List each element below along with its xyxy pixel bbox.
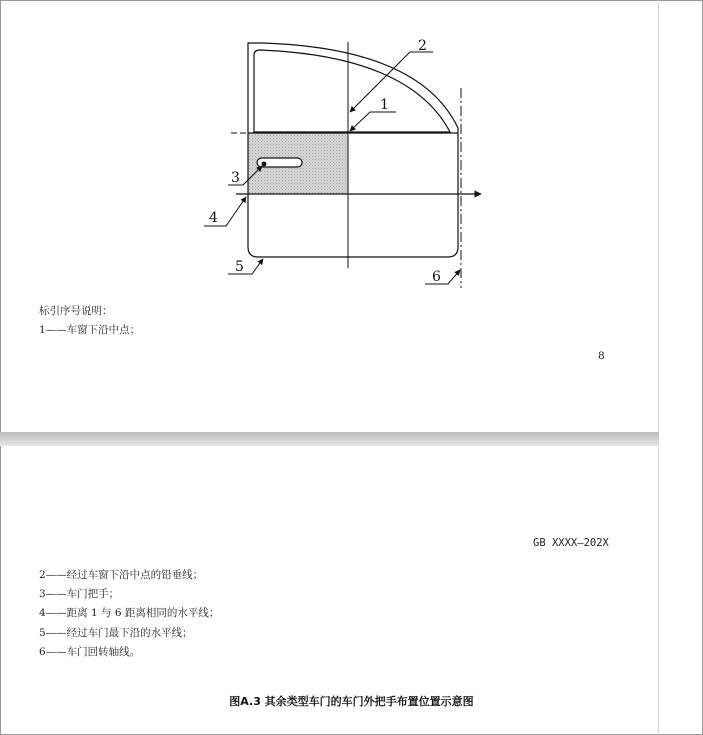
legend-heading: 标引序号说明： <box>39 305 113 317</box>
callout-5: 5 <box>235 259 244 275</box>
window-outline <box>254 50 450 132</box>
page-separator <box>0 432 659 446</box>
legend-item-1: 1——车窗下沿中点； <box>39 324 141 336</box>
callout-2: 2 <box>418 38 427 54</box>
page-number: 8 <box>598 350 605 362</box>
callout-4: 4 <box>209 210 218 226</box>
standard-header: GB XXXX—202X <box>533 537 609 549</box>
handle-point <box>262 162 267 167</box>
legend-item-6: 6——车门回转轴线。 <box>39 646 141 658</box>
legend-item-2: 2——经过车窗下沿中点的铅垂线； <box>39 569 204 581</box>
legend-item-5: 5——经过车门最下沿的水平线； <box>39 627 193 639</box>
legend-item-3: 3——车门把手； <box>39 588 120 600</box>
figure-caption: 图A.3 其余类型车门的车门外把手布置位置示意图 <box>229 695 474 708</box>
callout-1: 1 <box>380 97 389 113</box>
legend-item-4: 4——距离 1 与 6 距离相同的水平线； <box>39 607 220 619</box>
callout-3: 3 <box>231 170 240 186</box>
callout-6: 6 <box>432 269 441 285</box>
